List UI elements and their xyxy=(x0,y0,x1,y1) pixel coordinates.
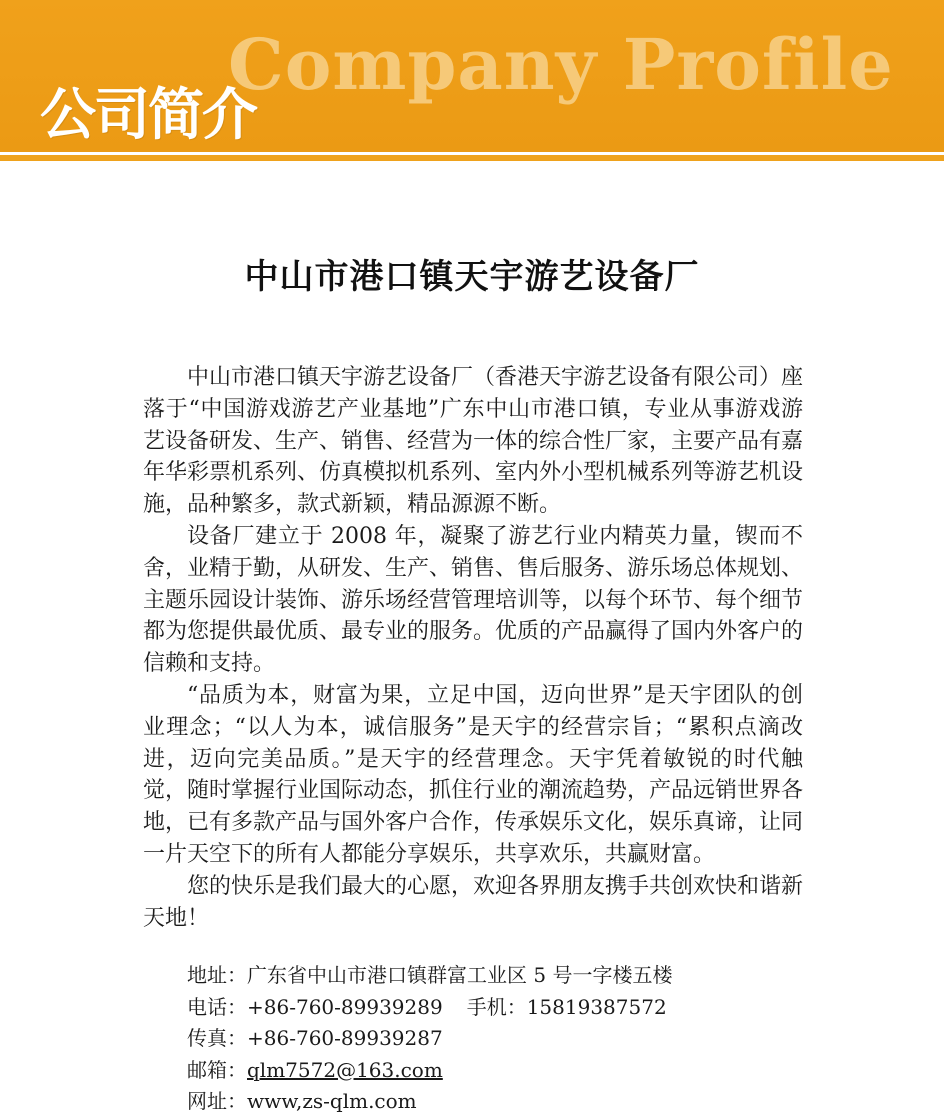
address-value: 广东省中山市港口镇群富工业区 5 号一字楼五楼 xyxy=(247,963,673,987)
email-link[interactable]: qlm7572@163.com xyxy=(247,1057,443,1082)
paragraph-intro: 中山市港口镇天宇游艺设备厂（香港天宇游艺设备有限公司）座落于“中国游戏游艺产业基地”广东中山市港口镇，专业从事游戏游艺设备研发、生产、销售、经营为一体的综合性厂家，主要产品有嘉年华彩票机系列、仿真模拟机系列、室内外小型机械系列等游艺机设施，品种繁多，款式新颖，精品源源不断。 xyxy=(143,365,804,518)
address-label: 地址： xyxy=(187,963,247,987)
website-row xyxy=(187,1086,807,1118)
website-value: www,zs-qlm.com xyxy=(247,1089,417,1113)
email-label: 邮箱： xyxy=(187,1057,247,1082)
fax-row xyxy=(187,1023,807,1055)
email-row xyxy=(187,1055,807,1087)
profile-body xyxy=(143,362,803,934)
address-row xyxy=(187,960,807,992)
phone-row xyxy=(187,992,807,1024)
website-label: 网址： xyxy=(187,1089,247,1113)
fax-label: 传真： xyxy=(187,1026,247,1050)
company-name-heading: 中山市港口镇天宇游艺设备厂 xyxy=(244,257,700,297)
mobile-value: 15819387572 xyxy=(526,994,667,1019)
banner-title-english: Company Profile xyxy=(228,23,894,106)
paragraph-history: 设备厂建立于 2008 年，凝聚了游艺行业内精英力量，锲而不舍，业精于勤，从研发、生产、销售、售后服务、游乐场总体规划、主题乐园设计装饰、游乐场经营管理培训等，以每个环节、每个细节都为您提供最优质、最专业的服务。优质的产品赢得了国内外客户的信赖和支持。 xyxy=(143,523,804,677)
mobile-label: 手机： xyxy=(466,994,527,1019)
fax-value: +86-760-89939287 xyxy=(247,1026,443,1050)
phone-label: 电话： xyxy=(187,994,247,1019)
paragraph-philosophy: “品质为本，财富为果，立足中国，迈向世界”是天宇团队的创业理念；“以人为本，诚信服务”是天宇的经营宗旨；“累积点滴改进，迈向完美品质。”是天宇的经营理念。天宇凭着敏锐的时代触觉，随时掌握行业国际动态，抓住行业的潮流趋势，产品远销世界各地，已有多款产品与国外客户合作，传承娱乐文化，娱乐真谛，让同一片天空下的所有人都能分享娱乐，共享欢乐，共赢财富。 xyxy=(143,682,804,867)
paragraph-closing: 您的快乐是我们最大的心愿，欢迎各界朋友携手共创欢快和谐新天地！ xyxy=(143,873,804,931)
phone-value: +86-760-89939289 xyxy=(247,994,443,1019)
header-banner xyxy=(0,0,944,152)
banner-divider-orange xyxy=(0,155,944,161)
contact-info xyxy=(187,960,807,1118)
banner-title-chinese: 公司简介 xyxy=(40,83,256,148)
